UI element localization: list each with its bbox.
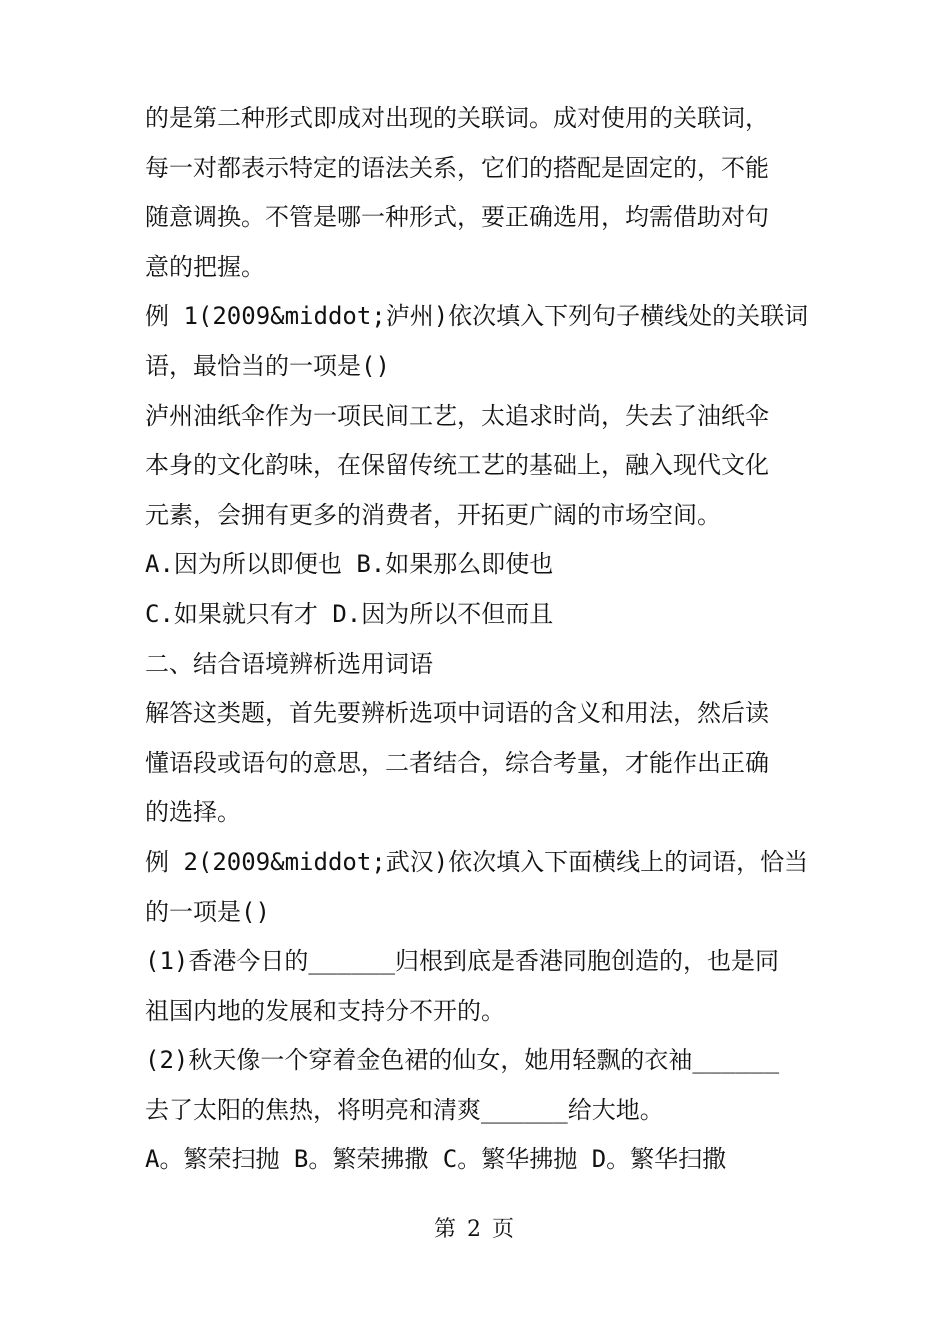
text-line: 祖国内地的发展和支持分不开的。 xyxy=(145,996,505,1025)
text-line: 本身的文化韵味，在保留传统工艺的基础上，融入现代文化 xyxy=(145,451,769,480)
text-line: 泸州油纸伞作为一项民间工艺，太追求时尚，失去了油纸伞 xyxy=(145,401,769,430)
text-line: 每一对都表示特定的语法关系，它们的搭配是固定的，不能 xyxy=(145,153,769,182)
answer-options: C.如果就只有才 D.因为所以不但而且 xyxy=(145,599,554,628)
text-line: 解答这类题，首先要辨析选项中词语的含义和用法，然后读 xyxy=(145,699,769,728)
question-item: (1)香港今日的______归根到底是香港同胞创造的，也是同 xyxy=(145,947,780,976)
text-line: 去了太阳的焦热，将明亮和清爽______给大地。 xyxy=(145,1095,664,1124)
text-line: 随意调换。不管是哪一种形式，要正确选用，均需借助对句 xyxy=(145,203,769,232)
example-1-heading: 例 1(2009&middot;泸州)依次填入下列句子横线处的关联词 xyxy=(145,302,809,331)
text-line: 意的把握。 xyxy=(145,252,265,281)
text-line: 元素，会拥有更多的消费者，开拓更广阔的市场空间。 xyxy=(145,500,721,529)
text-line: 懂语段或语句的意思，二者结合，综合考量，才能作出正确 xyxy=(145,748,769,777)
document-body xyxy=(145,94,815,1185)
page-number: 第 2 页 xyxy=(434,1217,516,1242)
text-line: 语，最恰当的一项是() xyxy=(145,351,390,380)
example-2-heading: 例 2(2009&middot;武汉)依次填入下面横线上的词语，恰当 xyxy=(145,847,809,876)
answer-options: A。繁荣扫抛 B。繁荣拂撒 C。繁华拂抛 D。繁华扫撒 xyxy=(145,1145,727,1174)
text-line: 的选择。 xyxy=(145,798,241,827)
section-heading: 二、结合语境辨析选用词语 xyxy=(145,649,433,678)
answer-options: A.因为所以即便也 B.如果那么即使也 xyxy=(145,550,554,579)
question-item: (2)秋天像一个穿着金色裙的仙女，她用轻飘的衣袖______ xyxy=(145,1046,780,1075)
text-line: 的是第二种形式即成对出现的关联词。成对使用的关联词， xyxy=(145,104,769,132)
text-line: 的一项是() xyxy=(145,897,270,926)
